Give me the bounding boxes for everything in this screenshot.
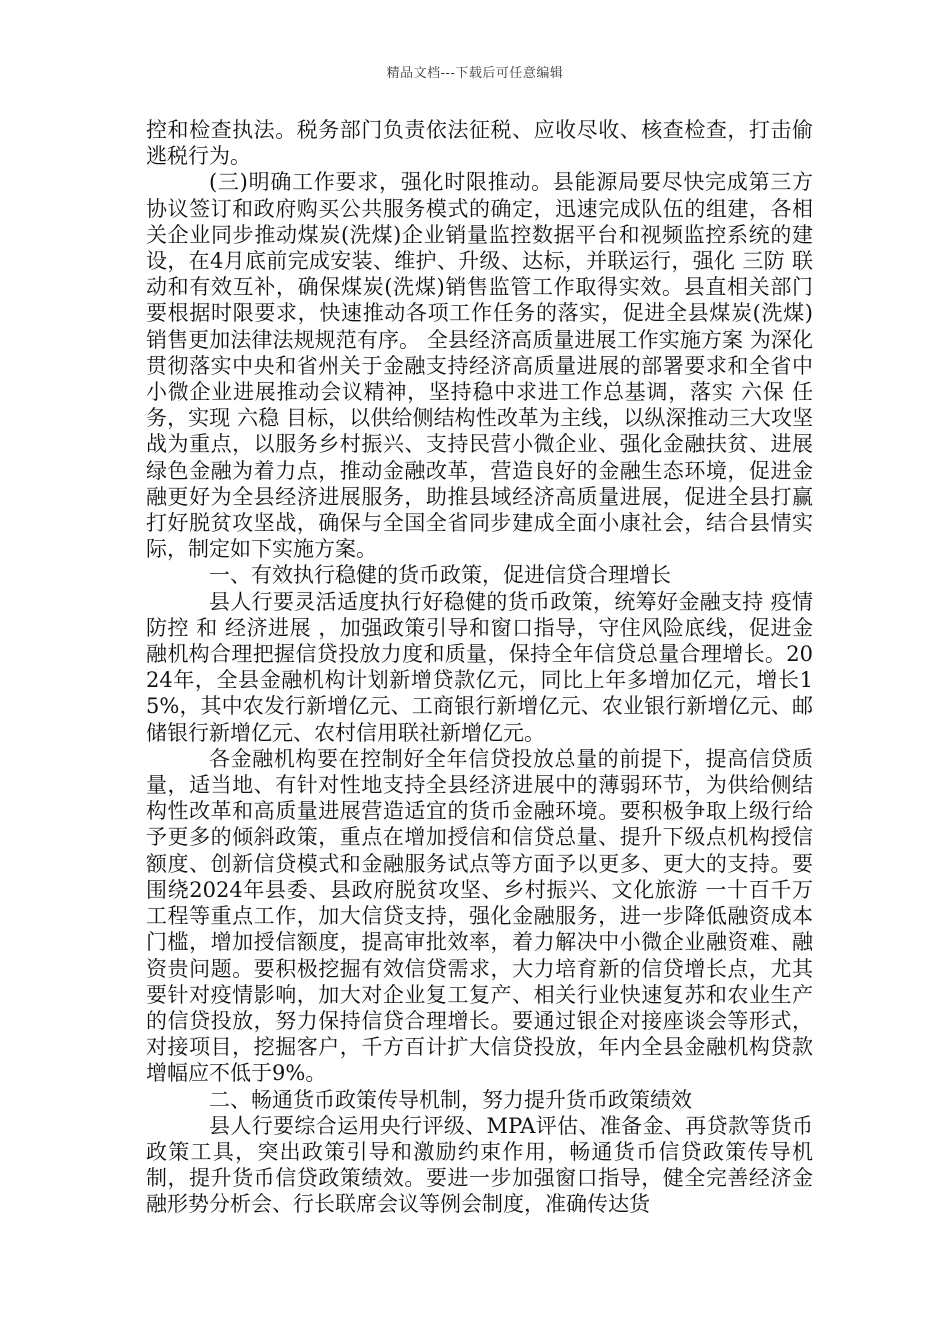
paragraph-3: 县人行要灵活适度执行好稳健的货币政策，统筹好金融支持 疫情防控 和 经济进展 ，加强政策引导和窗口指导，守住风险底线，促进金融机构合理把握信贷投放力度和质量，保持全年信贷总量合理增长。2024年，全县金融机构计划新增贷款亿元，同比上年多增加亿元，增长15%，其中农发行新增亿元、工商银行新增亿元、农业银行新增亿元、邮储银行新增亿元、农村信用联社新增亿元。 [146, 589, 813, 745]
section-heading-1: 一、有效执行稳健的货币政策，促进信贷合理增长 [209, 563, 671, 588]
paragraph-1: 控和检查执法。税务部门负责依法征税、应收尽收、核查检查，打击偷逃税行为。 [146, 118, 813, 169]
section-heading-2: 二、畅通货币政策传导机制，努力提升货币政策绩效 [209, 1087, 692, 1112]
paragraph-5: 县人行要综合运用央行评级、MPA评估、准备金、再贷款等货币政策工具，突出政策引导和激励约束作用，畅通货币信贷政策传导机制，提升货币信贷政策绩效。要进一步加强窗口指导，健全完善经济金融形势分析会、行长联席会议等例会制度，准确传达货 [146, 1113, 813, 1217]
paragraph-2: (三)明确工作要求，强化时限推动。县能源局要尽快完成第三方协议签订和政府购买公共服务模式的确定，迅速完成队伍的组建，各相关企业同步推动煤炭(洗煤)企业销量监控数据平台和视频监控系统的建设，在4月底前完成安装、维护、升级、达标，并联运行，强化 三防 联动和有效互补，确保煤炭(洗煤)销售监管工作取得实效。县直相关部门要根据时限要求，快速推动各项工作任务的落实，促进全县煤炭(洗煤)销售更加法律法规规范有序。 全县经济高质量进展工作实施方案 为深化贯彻落实中央和省州关于金融支持经济高质量进展的部署要求和全省中小微企业进展推动会议精神，坚持稳中求进工作总基调，落实 六保 任务，实现 六稳 目标，以供给侧结构性改革为主线，以纵深推动三大攻坚战为重点，以服务乡村振兴、支持民营小微企业、强化金融扶贫、进展绿色金融为着力点，推动金融改革，营造良好的金融生态环境，促进金融更好为全县经济进展服务，助推县域经济高质量进展，促进全县打赢打好脱贫攻坚战，确保与全国全省同步建成全面小康社会，结合县情实际，制定如下实施方案。 [146, 170, 813, 562]
document-body [146, 117, 813, 1218]
page-header: 精品文档---下载后可任意编辑 [386, 66, 564, 81]
paragraph-4: 各金融机构要在控制好全年信贷投放总量的前提下，提高信贷质量，适当地、有针对性地支持全县经济进展中的薄弱环节，为供给侧结构性改革和高质量进展营造适宜的货币金融环境。要积极争取上级行给予更多的倾斜政策，重点在增加授信和信贷总量、提升下级点机构授信额度、创新信贷模式和金融服务试点等方面予以更多、更大的支持。要围绕2024年县委、县政府脱贫攻坚、乡村振兴、文化旅游 一十百千万 工程等重点工作，加大信贷支持，强化金融服务，进一步降低融资成本门槛，增加授信额度，提高审批效率，着力解决中小微企业融资难、融资贵问题。要积极挖掘有效信贷需求，大力培育新的信贷增长点，尤其要针对疫情影响，加大对企业复工复产、相关行业快速复苏和农业生产的信贷投放，努力保持信贷合理增长。要通过银企对接座谈会等形式，对接项目，挖掘客户，千方百计扩大信贷投放，年内全县金融机构贷款增幅应不低于9%。 [146, 746, 813, 1086]
